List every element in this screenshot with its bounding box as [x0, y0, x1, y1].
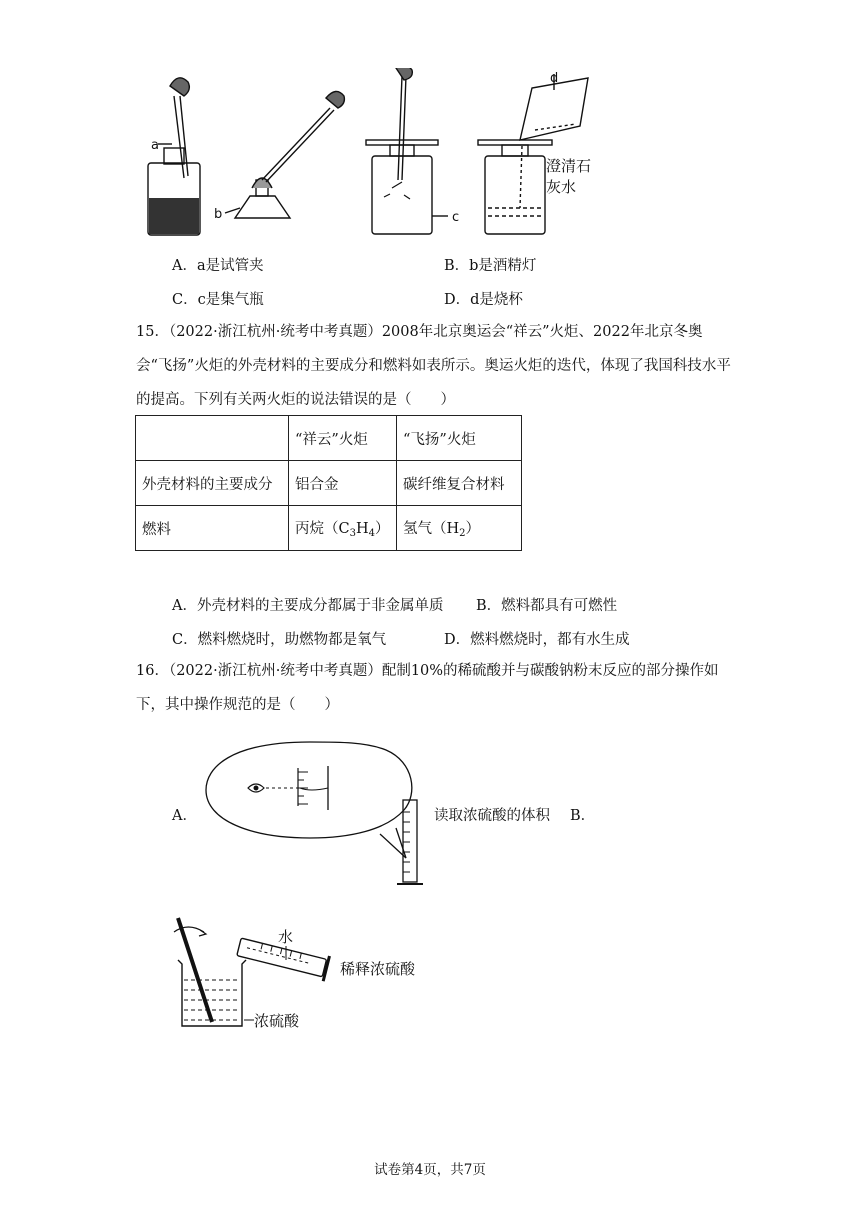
q14-label-limewater-2: 灰水	[546, 178, 577, 196]
table-cell: 丙烷$(C_3H_4)$	[289, 506, 397, 551]
table-row	[136, 506, 522, 551]
q14-option-c: C．c是集气瓶	[172, 292, 264, 308]
page-footer: 试卷第4页，共7页	[374, 1162, 486, 1178]
table-cell: 外壳材料的主要成分	[136, 461, 289, 506]
q16-label-dilute: 稀释浓硫酸	[340, 960, 416, 978]
q16-stem: 16．（2022·浙江杭州·统考中考真题）配制10%的稀硫酸并与碳酸钠粉末反应的部分操作如下，其中操作规范的是（ ）	[136, 663, 719, 713]
q15-stem: 15．（2022·浙江杭州·统考中考真题）2008年北京奥运会“祥云”火炬、2022年北京冬奥会“飞扬”火炬的外壳材料的主要成分和燃料如表所示。奥运火炬的迭代，体现了我国科技水平的提高。下列有关两火炬的说法错误的是（ ）	[136, 324, 731, 408]
q16-label-acid: 浓硫酸	[254, 1012, 300, 1030]
table-cell: “飞扬”火炬	[397, 416, 522, 461]
q14-option-a: A．a是试管夹	[172, 258, 264, 274]
q14-label-d: d	[550, 71, 559, 86]
q14-fig-beaker-pour	[478, 74, 588, 234]
q14-fig-tongs-bottle	[148, 78, 200, 235]
q14-label-c: c	[452, 210, 460, 225]
q16-figure-b-dilution	[160, 910, 420, 1035]
q15-table	[135, 415, 522, 551]
q14-apparatus-figure	[140, 68, 640, 243]
q14-fig-gas-jar	[366, 68, 448, 234]
q15-option-b: B．燃料都具有可燃性	[476, 598, 618, 614]
q14-fig-alcohol-lamp	[225, 91, 344, 218]
table-cell: 铝合金	[289, 461, 397, 506]
q16-option-b-key: B．	[570, 808, 596, 824]
q15-option-d: D．燃料燃烧时，都有水生成	[444, 632, 630, 648]
q14-label-a: a	[151, 138, 159, 153]
q14-label-limewater-1: 澄清石	[546, 157, 592, 175]
table-cell: “祥云”火炬	[289, 416, 397, 461]
q16-option-a-key: A．	[172, 808, 197, 824]
q16-figure-a-cylinder-reading	[200, 738, 440, 890]
table-cell: 燃料	[136, 506, 289, 551]
q15-option-a: A．外壳材料的主要成分都属于非金属单质	[172, 598, 444, 614]
q15-option-c: C．燃料燃烧时，助燃物都是氧气	[172, 632, 387, 648]
q16-label-water: 水	[278, 928, 294, 946]
table-cell	[136, 416, 289, 461]
q14-option-b: B．b是酒精灯	[444, 258, 537, 274]
table-row	[136, 416, 522, 461]
q14-label-b: b	[214, 207, 223, 222]
table-row	[136, 461, 522, 506]
table-cell: 氢气$(H_2)$	[397, 506, 522, 551]
table-cell: 碳纤维复合材料	[397, 461, 522, 506]
q14-option-d: D．d是烧杯	[444, 292, 523, 308]
q16-option-a-caption: 读取浓硫酸的体积	[434, 808, 550, 824]
